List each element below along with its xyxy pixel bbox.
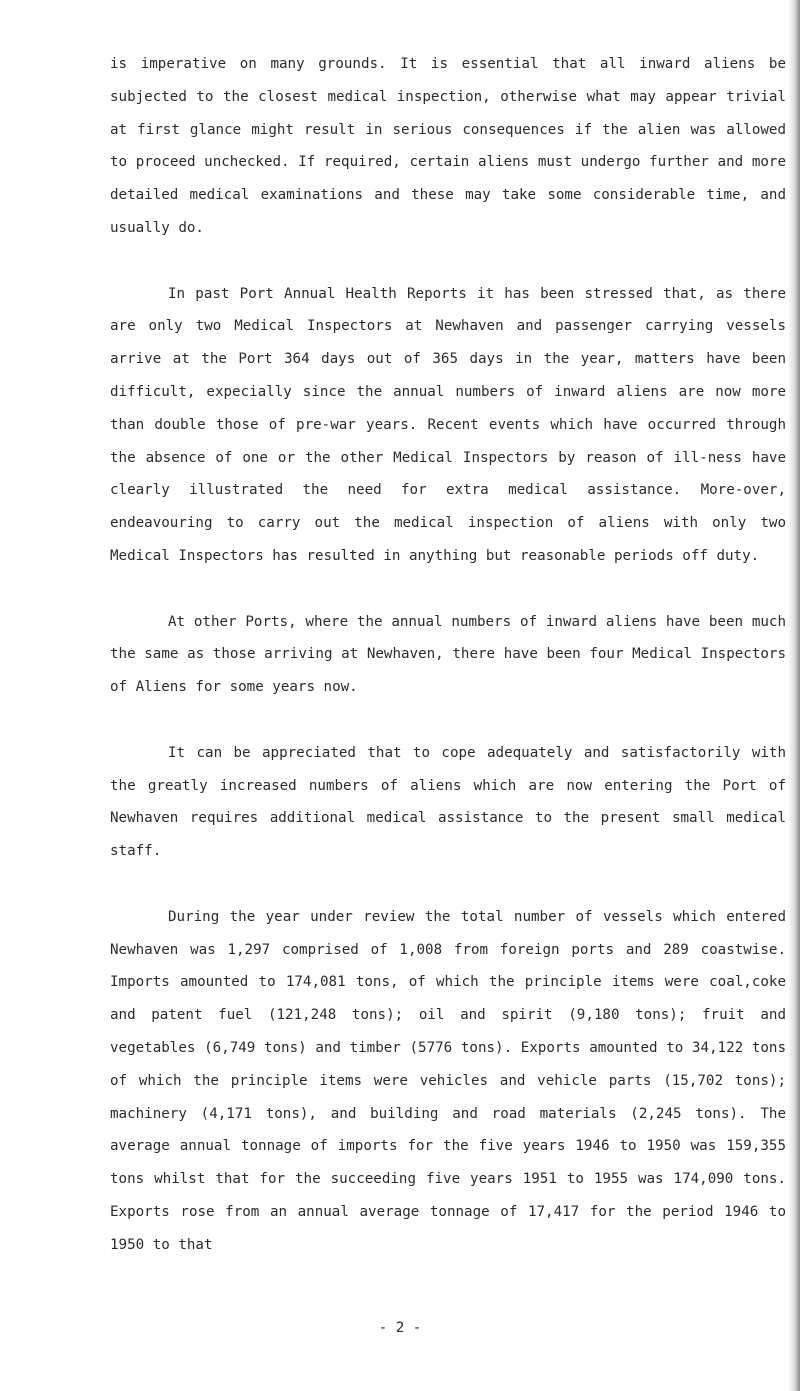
paragraph-continuation: is imperative on many grounds. It is essential that all inward aliens be subjected to the closest medical inspection, otherwise what may appear trivial at first glance might result in serious consequences if the alien was allowed to proceed unchecked. If required, certain aliens must undergo further and more detailed medical examinations and these may take some considerable time, and usually do. bbox=[110, 56, 786, 236]
paragraph-vessels-and-tonnage: During the year under review the total number of vessels which entered Newhaven was 1,297 comprised of 1,008 from foreign ports and 289 coastwise. Imports amounted to 174,081 tons, of which the principle items were coal,coke and patent fuel (121,248 tons); oil and spirit (9,180 tons); fruit and vegetables (6,749 tons) and timber (5776 tons). Exports amounted to 34,122 tons of which the principle items were vehicles and vehicle parts (15,702 tons); machinery (4,171 tons), and building and road materials (2,245 tons). The average annual tonnage of imports for the five years 1946 to 1950 was 159,355 tons whilst that for the succeeding five years 1951 to 1955 was 174,090 tons. Exports rose from an annual average tonnage of 17,417 for the period 1946 to 1950 to that bbox=[110, 908, 786, 1253]
page-edge-shadow bbox=[788, 0, 800, 1391]
paragraph-additional-assistance: It can be appreciated that to cope adequately and satisfactorily with the greatly increased numbers of aliens which are now entering the Port of Newhaven requires additional medical assistance to the present small medical staff. bbox=[110, 744, 786, 860]
paragraph-other-ports: At other Ports, where the annual numbers of inward aliens have been much the same as those arriving at Newhaven, there have been four Medical Inspectors of Aliens for some years now. bbox=[110, 613, 786, 696]
body-text bbox=[110, 48, 786, 1261]
paragraph-medical-inspectors: In past Port Annual Health Reports it has been stressed that, as there are only two Medical Inspectors at Newhaven and passenger carrying vessels arrive at the Port 364 days out of 365 days in the year, matters have been difficult, expecially since the annual numbers of inward aliens are now more than double those of pre-war years. Recent events which have occurred through the absence of one or the other Medical Inspectors by reason of ill-ness have clearly illustrated the need for extra medical assistance. More-over, endeavouring to carry out the medical inspection of aliens with only two Medical Inspectors has resulted in anything but reasonable periods off duty. bbox=[110, 285, 786, 564]
page-number: - 2 - bbox=[378, 1320, 422, 1336]
